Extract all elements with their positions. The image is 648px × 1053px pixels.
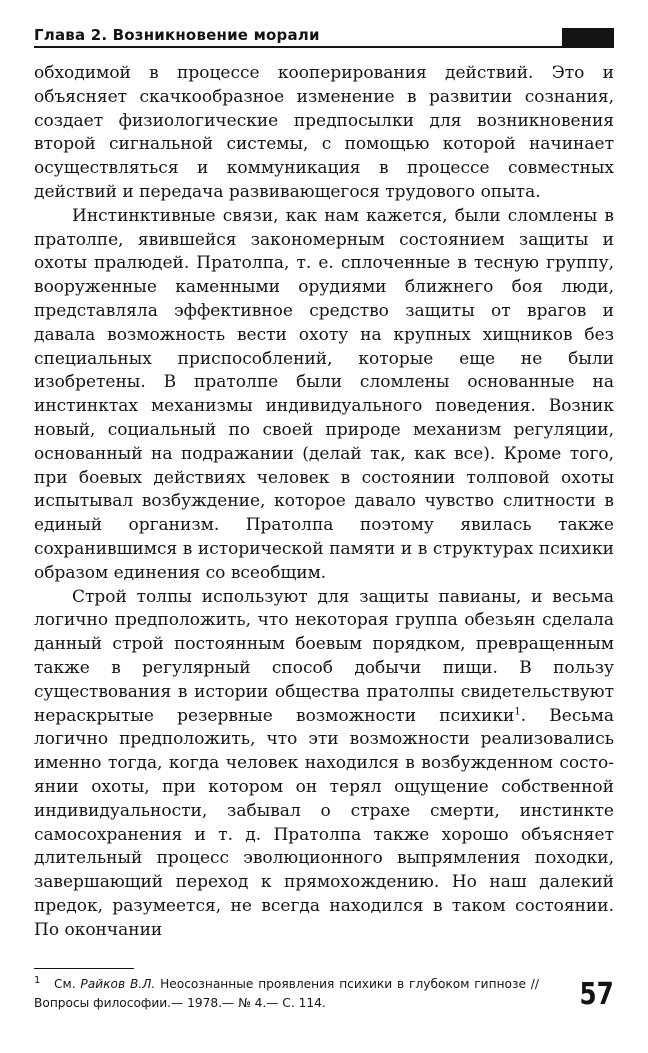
footnote-number xyxy=(34,975,54,994)
footnote-prefix: См. xyxy=(54,977,76,991)
running-header xyxy=(34,24,614,48)
footnote-author: Райков В.Л. xyxy=(80,977,156,991)
body-text xyxy=(34,62,614,942)
footnote-number-sup: 1 xyxy=(34,974,41,986)
chapter-title: Глава 2. Возникновение морали xyxy=(34,26,320,44)
paragraph-2: Инстинктивные связи, как нам кажется, были сломлены в пратолпе, явившейся закономерным состоянием защиты и охоты пралюдей. Пратолпа, т. е. сплоченные в тесную группу, вооруженные каменными орудиями ближнего боя люди, представляла эффективное средство защиты от врагов и давала возможность вести охоту на крупных хищников без специальных приспособлений, которые еще не были изобретены. В пратолпе были сломлены основанные на инстинктах механизмы индивидуального поведения. Возник новый, социальный по своей природе механизм регуляции, основанный на подражании (делай так, как все). Кроме того, при боевых действиях человек в состоянии толповой охоты испытывал возбуждение, которое давало чувство слитности в единый организм. Пратолпа поэтому явилась также сохранившимся в исторической памяти и в структурах психики образом единения со всеобщим. xyxy=(34,205,614,583)
page-number: 57 xyxy=(579,977,614,1012)
paragraph-1: обходимой в процессе кооперирования действий. Это и объясняет скачкообразное изменение в развитии сознания, создает физиологические предпосылки для возникновения второй сигнальной системы, с помощью которой начинает осуществляться и коммуникация в процессе совместных действий и передача развивающегося трудового опыта. xyxy=(34,63,614,202)
paragraph-3 xyxy=(34,586,614,943)
footnote-marker[interactable]: 1 xyxy=(514,705,521,717)
footnote-divider xyxy=(34,968,134,969)
footnote-text: Неосознанные проявления психики в глубоком гипнозе // Вопросы философии.— 1978.— № 4.— С. 114. xyxy=(34,977,540,1010)
header-bar xyxy=(562,28,614,46)
paragraph-3-part-2: . Весьма логично предположить, что эти возможности реализовались именно тогда, когда человек находился в возбужденном состоянии охоты, при котором он терял ощущение собственной индивидуальности, забывал о страхе смерти, инстинкте самосохранения и т. д. Пратолпа также хорошо объясняет длительный процесс эволюционного выпрямления походки, завершающий переход к прямохождению. Но наш далекий предок, разумеется, не всегда находился в таком состоянии. По окончании xyxy=(34,705,614,940)
footnote xyxy=(34,975,539,1013)
paragraph-3-part-1: Строй толпы используют для защиты павианы, и весьма логично предположить, что некоторая группа обезьян сделала данный строй постоянным боевым порядком, превращенным также в регулярный способ добычи пищи. В пользу существования в истории общества пратолпы свидетельствуют нераскрытые резервные возможности психики xyxy=(34,586,614,726)
